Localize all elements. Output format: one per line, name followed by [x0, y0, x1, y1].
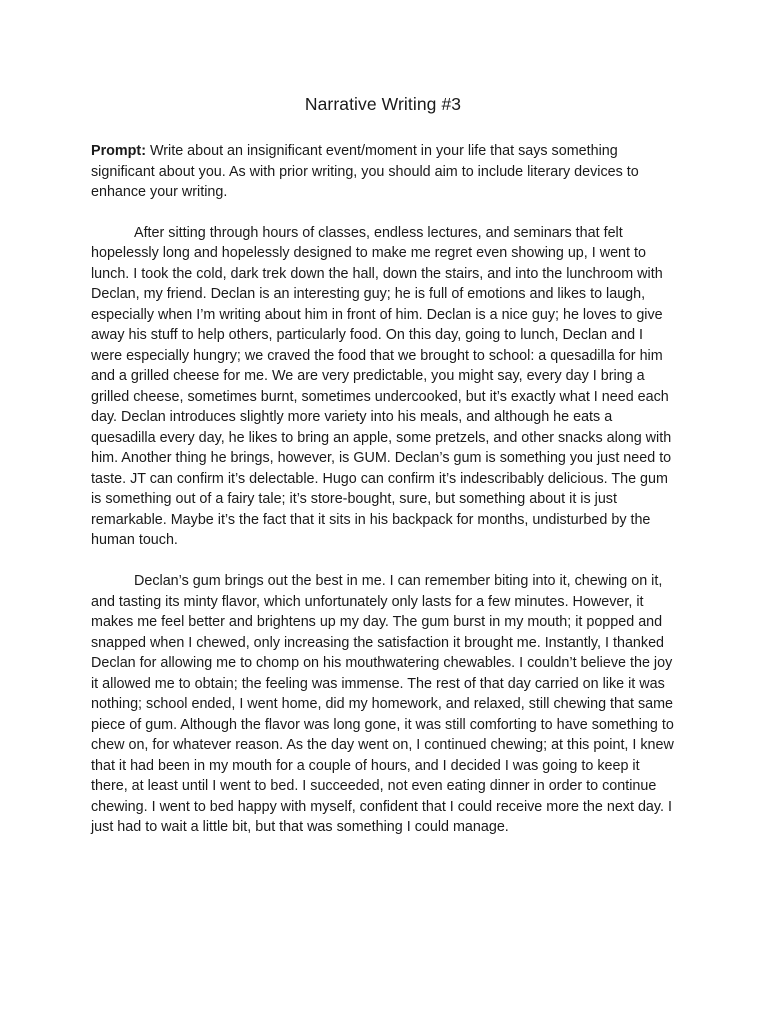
body-paragraph-1: After sitting through hours of classes, endless lectures, and seminars that felt hopelessly long and hopelessly designed to make me regret even showing up, I went to lunch. I took the cold, dark trek down the hall, down the stairs, and into the lunchroom with Declan, my friend. Declan is an interesting guy; he is full of emotions and likes to laugh, especially when I’m writing about him in front of him. Declan is a nice guy; he loves to give away his stuff to help others, particularly food. On this day, going to lunch, Declan and I were especially hungry; we craved the food that we brought to school: a quesadilla for him and a grilled cheese for me. We are very predictable, you might say, every day I bring a grilled cheese, sometimes burnt, sometimes undercooked, but it’s exactly what I need each day. Declan introduces slightly more variety into his meals, and although he eats a quesadilla every day, he likes to bring an apple, some pretzels, and other snacks along with him. Another thing he brings, however, is GUM. Declan’s gum is something you just need to taste. JT can confirm it’s delectable. Hugo can confirm it’s indescribably delicious. The gum is something out of a fairy tale; it’s store-bought, sure, but something about it is just remarkable. Maybe it’s the fact that it sits in his backpack for months, undisturbed by the human touch.: [91, 224, 672, 548]
prompt-paragraph: [91, 141, 675, 203]
document-title: Narrative Writing #3: [304, 94, 462, 114]
document-page: [91, 92, 675, 858]
prompt-text: Write about an insignificant event/moment in your life that says something significant about you. As with prior writing, you should aim to include literary devices to enhance your writing.: [91, 143, 639, 200]
prompt-label: Prompt:: [91, 143, 146, 159]
body-paragraph-2: Declan’s gum brings out the best in me. I can remember biting into it, chewing on it, and tasting its minty flavor, which unfortunately only lasts for a few minutes. However, it makes me feel better and brightens up my day. The gum burst in my mouth; it popped and snapped when I chewed, only increasing the satisfaction it brought me. Instantly, I thanked Declan for allowing me to chomp on his mouthwatering chewables. I couldn’t believe the joy it allowed me to obtain; the feeling was immense. The rest of that day carried on like it was nothing; school ended, I went home, did my homework, and relaxed, still chewing that same piece of gum. Although the flavor was long gone, it was still comforting to have something to chew on, for whatever reason. As the day went on, I continued chewing; at this point, I knew that it had been in my mouth for a couple of hours, and I decided I was going to keep it there, at least until I went to bed. I succeeded, not even eating dinner in order to continue chewing. I went to bed happy with myself, confident that I could receive more the next day. I just had to wait a little bit, but that was something I could manage.: [91, 573, 674, 835]
